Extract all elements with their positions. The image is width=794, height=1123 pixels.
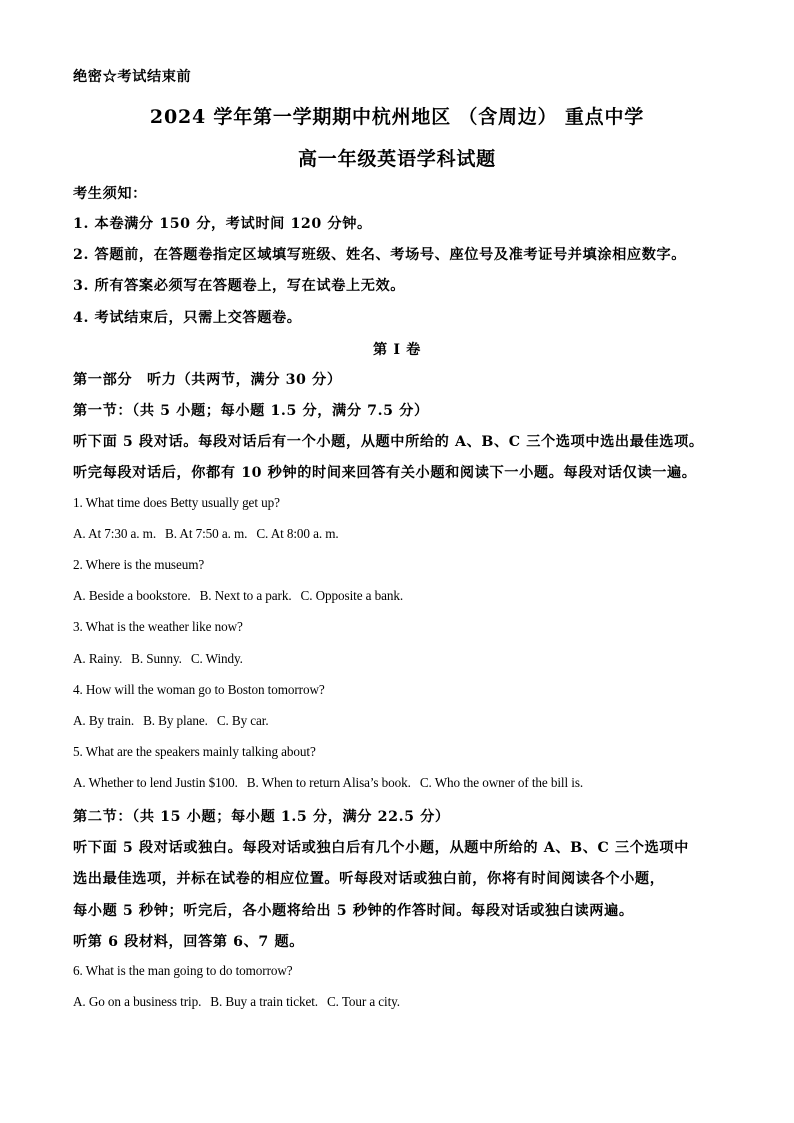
note-item: 3. 所有答案必须写在答题卷上，写在试卷上无效。 [73, 278, 406, 294]
section2-instruction: 选出最佳选项，并标在试卷的相应位置。听每段对话或独白前，你将有时间阅读各个小题， [73, 871, 665, 887]
notes-heading: 考生须知： [73, 186, 147, 202]
question-options [73, 994, 409, 1010]
part1-heading: 第一部分 听力（共两节，满分 30 分） [73, 372, 342, 388]
option-c: C. At 8:00 a. m. [256, 526, 339, 541]
note-item: 2. 答题前，在答题卷指定区域填写班级、姓名、考场号、座位号及准考证号并填涂相应数字。 [73, 247, 687, 263]
note-item: 4. 考试结束后，只需上交答题卷。 [73, 310, 302, 326]
note-item: 1. 本卷满分 150 分，考试时间 120 分钟。 [73, 216, 372, 232]
option-a: A. By train. [73, 713, 135, 728]
question-options [73, 588, 412, 604]
option-b: B. When to return Alisa’s book. [246, 775, 411, 790]
question-text: 5. What are the speakers mainly talking about? [73, 744, 316, 759]
option-b: B. Buy a train ticket. [210, 994, 318, 1009]
option-c: C. Windy. [190, 651, 243, 666]
question-text: 6. What is the man going to do tomorrow? [73, 963, 293, 978]
question-options [73, 526, 348, 542]
question-options [73, 713, 278, 729]
option-a: A. Beside a bookstore. [73, 588, 191, 603]
option-a: A. Whether to lend Justin $100. [73, 775, 238, 790]
section1-instruction: 听下面 5 段对话。每段对话后有一个小题，从题中所给的 A、B、C 三个选项中选出最佳选项。 [73, 434, 704, 450]
question-options [73, 775, 592, 791]
section1-instruction: 听完每段对话后，你都有 10 秒钟的时间来回答有关小题和阅读下一小题。每段对话仅读一遍。 [73, 465, 697, 481]
section2-instruction: 听下面 5 段对话或独白。每段对话或独白后有几个小题，从题中所给的 A、B、C 三个选项中 [73, 840, 689, 856]
exam-subtitle: 高一年级英语学科试题 [297, 148, 496, 170]
question-text: 2. Where is the museum? [73, 557, 205, 572]
section2-heading: 第二节：（共 15 小题；每小题 1.5 分，满分 22.5 分） [73, 809, 450, 825]
question-text: 1. What time does Betty usually get up? [73, 495, 280, 510]
option-a: A. At 7:30 a. m. [73, 526, 157, 541]
option-c: C. By car. [216, 713, 269, 728]
option-a: A. Rainy. [73, 651, 123, 666]
option-a: A. Go on a business trip. [73, 994, 202, 1009]
question-text: 3. What is the weather like now? [73, 619, 243, 634]
option-c: C. Who the owner of the bill is. [419, 775, 584, 790]
confidential-label: 绝密☆考试结束前 [73, 69, 192, 85]
question-text: 4. How will the woman go to Boston tomorrow? [73, 682, 325, 697]
option-b: B. Sunny. [131, 651, 182, 666]
section1-heading: 第一节：（共 5 小题；每小题 1.5 分，满分 7.5 分） [73, 403, 429, 419]
option-c: C. Opposite a bank. [300, 588, 404, 603]
section2-instruction: 每小题 5 秒钟；听完后，各小题将给出 5 秒钟的作答时间。每段对话或独白读两遍。 [73, 903, 634, 919]
question-options [73, 651, 252, 667]
exam-title: 2024 学年第一学期期中杭州地区 （含周边） 重点中学 [149, 106, 645, 128]
option-c: C. Tour a city. [326, 994, 400, 1009]
material-label: 听第 6 段材料，回答第 6、7 题。 [73, 934, 305, 950]
volume-label: 第 I 卷 [373, 342, 421, 358]
option-b: B. At 7:50 a. m. [165, 526, 248, 541]
option-b: B. Next to a park. [199, 588, 292, 603]
option-b: B. By plane. [143, 713, 208, 728]
